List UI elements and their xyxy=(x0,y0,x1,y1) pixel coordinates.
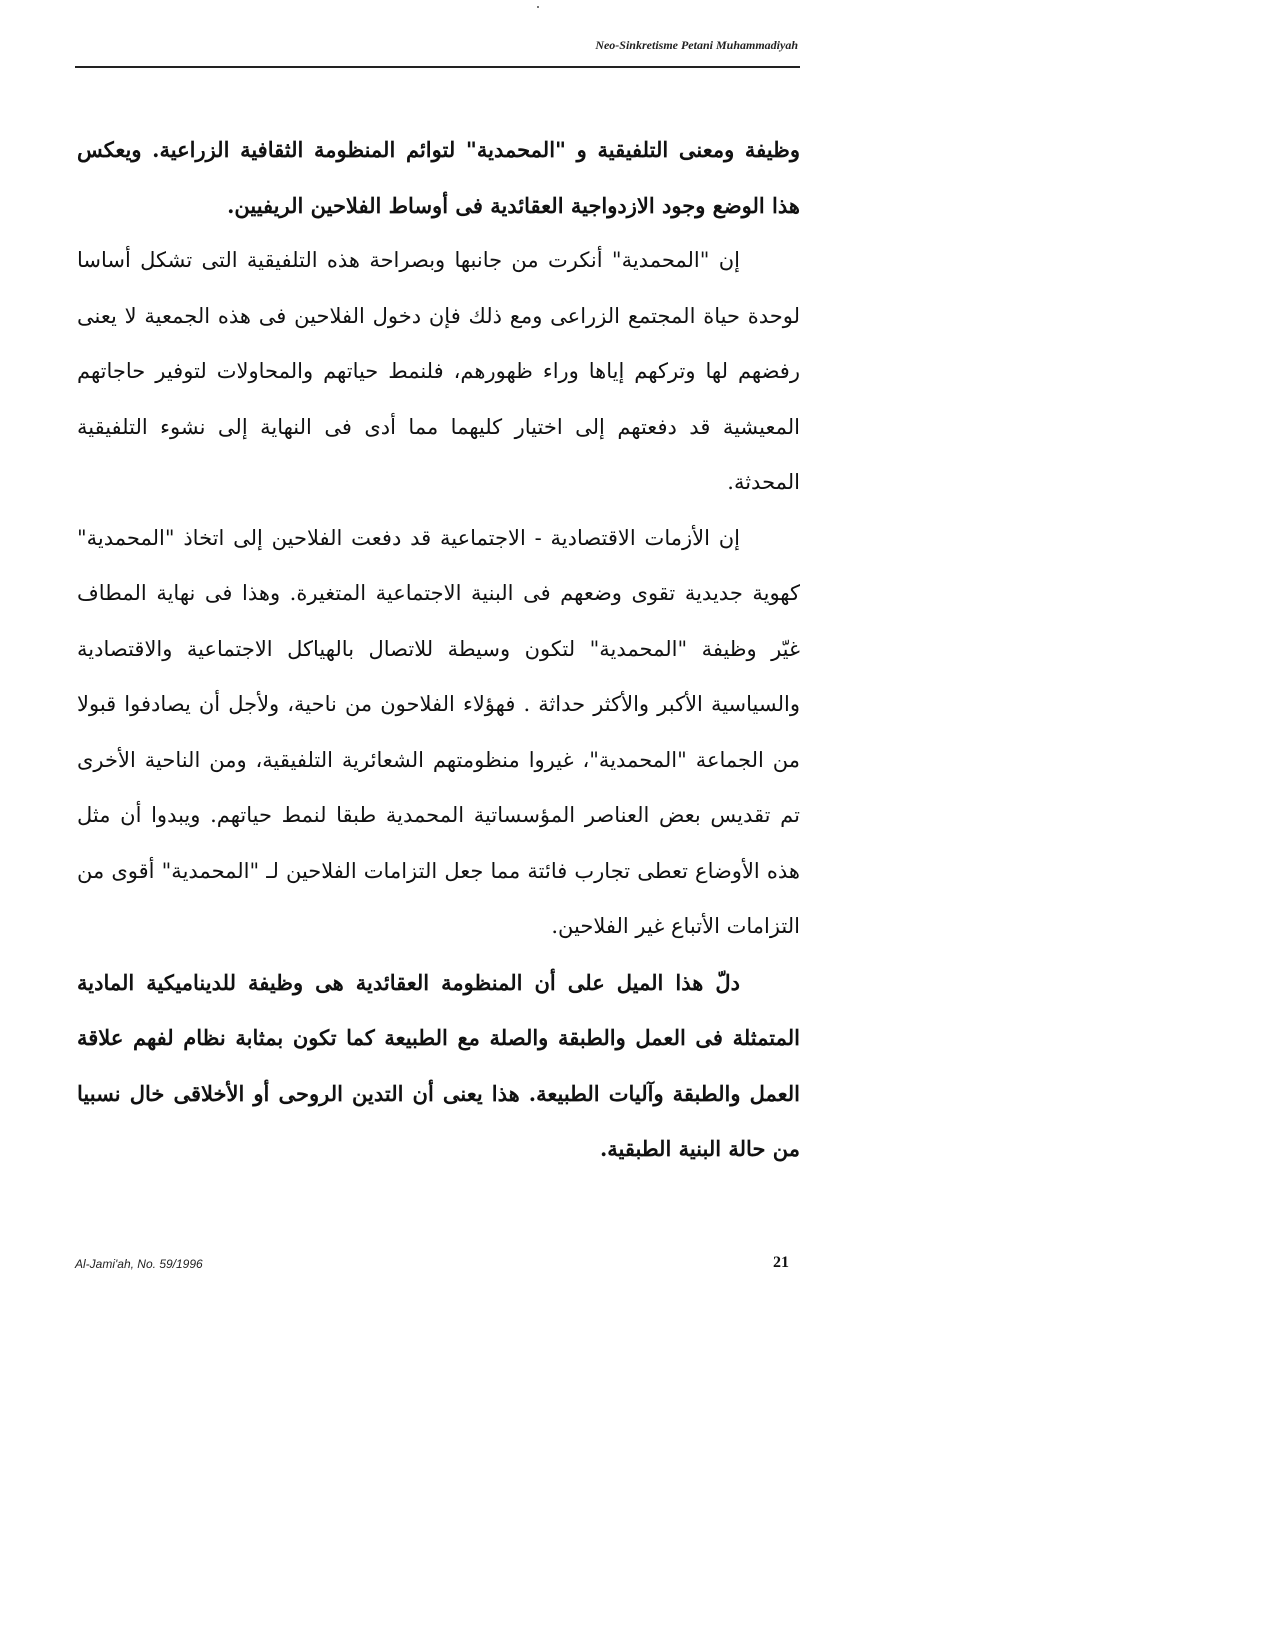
main-text xyxy=(77,122,800,1161)
journal-citation: Al-Jami'ah, No. 59/1996 xyxy=(75,1257,203,1271)
scan-speck xyxy=(537,6,539,8)
paragraph-3: إن الأزمات الاقتصادية - الاجتماعية قد دفعت الفلاحين إلى اتخاذ "المحمدية" كهوية جديدية تقوى وضعهم فى البنية الاجتماعية المتغيرة. وهذا فى نهاية المطاف غيّر وظيفة "المحمدية" لتكون وسيطة للاتصال بالهياكل الاجتماعية والاقتصادية والسياسية الأكبر والأكثر حداثة . فهؤلاء الفلاحون من ناحية، ولأجل أن يصادفوا قبولا من الجماعة "المحمدية"، غيروا منظومتهم الشعائرية التلفيقية، ومن الناحية الأخرى تم تقديس بعض العناصر المؤسساتية المحمدية طبقا لنمط حياتهم. ويبدوا أن مثل هذه الأوضاع تعطى تجارب فائتة مما جعل التزامات الفلاحين لـ "المحمدية" أقوى من التزامات الأتباع غير الفلاحين. xyxy=(77,525,800,938)
running-title: Neo-Sinkretisme Petani Muhammadiyah xyxy=(595,38,798,52)
page-header xyxy=(75,34,800,68)
paragraph-1: وظيفة ومعنى التلفيقية و "المحمدية" لتوائم المنظومة الثقافية الزراعية. ويعكس هذا الوضع وجود الازدواجية العقائدية فى أوساط الفلاحين الريفيين. xyxy=(77,137,800,218)
paragraph-2: إن "المحمدية" أنكرت من جانبها وبصراحة هذه التلفيقية التى تشكل أساسا لوحدة حياة المجتمع الزراعى ومع ذلك فإن دخول الفلاحين فى هذه الجمعية لا يعنى رفضهم لها وتركهم إياها وراء ظهورهم، فلنمط حياتهم والمحاولات لتوفير حاجاتهم المعيشية قد دفعتهم إلى اختيار كليهما مما أدى فى النهاية إلى نشوء التلفيقية المحدثة. xyxy=(77,248,800,494)
paragraph-4: دلّ هذا الميل على أن المنظومة العقائدية هى وظيفة للديناميكية المادية المتمثلة فى العمل والطبقة والصلة مع الطبيعة كما تكون بمثابة نظام لفهم علاقة العمل والطبقة وآليات الطبيعة. هذا يعنى أن التدين الروحى أو الأخلاقى خال نسبيا من حالة البنية الطبقية. xyxy=(77,969,800,1161)
page-number: 21 xyxy=(773,1254,789,1271)
